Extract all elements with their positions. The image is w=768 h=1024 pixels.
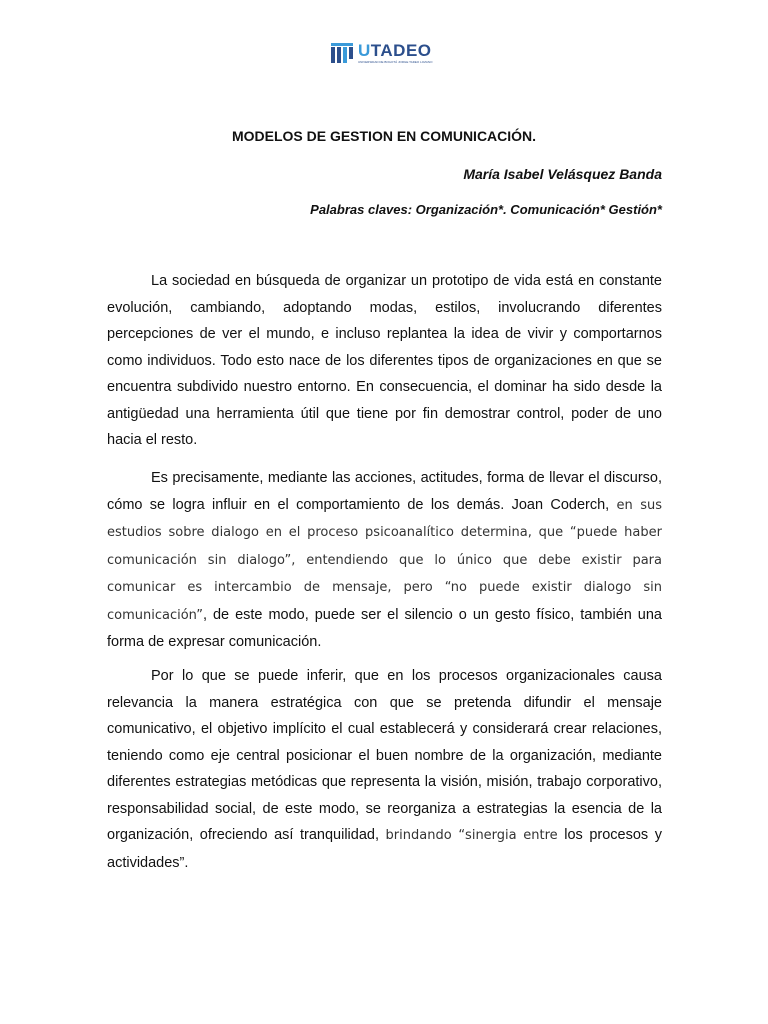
columns-logo-icon bbox=[330, 41, 354, 65]
document-title: MODELOS DE GESTION EN COMUNICACIÓN. bbox=[231, 128, 537, 144]
paragraph-2-quote: en sus estudios sobre dialogo en el proceso psicoanalítico determina, que “puede haber comunicación sin dialogo”, entendiendo que lo único que debe existir para comunicar es intercambio de mensaje, pero “no puede existir dialogo sin comunicación” bbox=[107, 497, 662, 623]
utadeo-logo bbox=[330, 40, 432, 66]
logo-wordmark bbox=[358, 42, 432, 59]
paragraph-3-tail: los procesos y actividades”. bbox=[107, 827, 662, 871]
paragraph-1: La sociedad en búsqueda de organizar un prototipo de vida está en constante evolución, cambiando, adoptando modas, estilos, involucrando diferentes percepciones de ver el mundo, e incluso replantea la idea de vivir y comportarnos como individuos. Todo esto nace de los diferentes tipos de organizaciones en que se encuentra subdivido nuestro entorno. En consecuencia, el dominar ha sido desde la antigüedad una herramienta útil que tiene por fin demostrar control, poder de uno hacia el resto. bbox=[107, 273, 662, 448]
logo-wordmark-rest: TADEO bbox=[370, 41, 432, 60]
paragraph-3-lead: Por lo que se puede inferir, que en los procesos organizacionales causa relevancia la manera estratégica con que se pretenda difundir el mensaje comunicativo, el objetivo implícito el cual establecerá y considerará crear relaciones, teniendo como eje central posicionar el buen nombre de la organización, mediante diferentes estrategias metódicas que representa la visión, misión, trabajo corporativo, responsabilidad social, de este modo, se reorganiza a estrategias la esencia de la organización, ofreciendo así tranquilidad, bbox=[107, 668, 662, 843]
document-author: María Isabel Velásquez Banda bbox=[463, 166, 662, 182]
paragraph-2-tail: , de este modo, puede ser el silencio o un gesto físico, también una forma de expresar comunicación. bbox=[107, 606, 662, 650]
logo-wordmark-u: U bbox=[358, 41, 371, 60]
paragraph-2 bbox=[107, 465, 662, 656]
logo-subtitle: UNIVERSIDAD DE BOGOTÁ JORGE TADEO LOZANO bbox=[358, 60, 433, 64]
paragraph-3 bbox=[107, 663, 662, 876]
paragraph-2-lead: Es precisamente, mediante las acciones, actitudes, forma de llevar el discurso, cómo se logra influir en el comportamiento de los demás. Joan Coderch, bbox=[107, 470, 662, 513]
document-keywords: Palabras claves: Organización*. Comunicación* Gestión* bbox=[310, 202, 662, 217]
paragraph-3-quote: brindando “sinergia entre bbox=[385, 828, 558, 843]
